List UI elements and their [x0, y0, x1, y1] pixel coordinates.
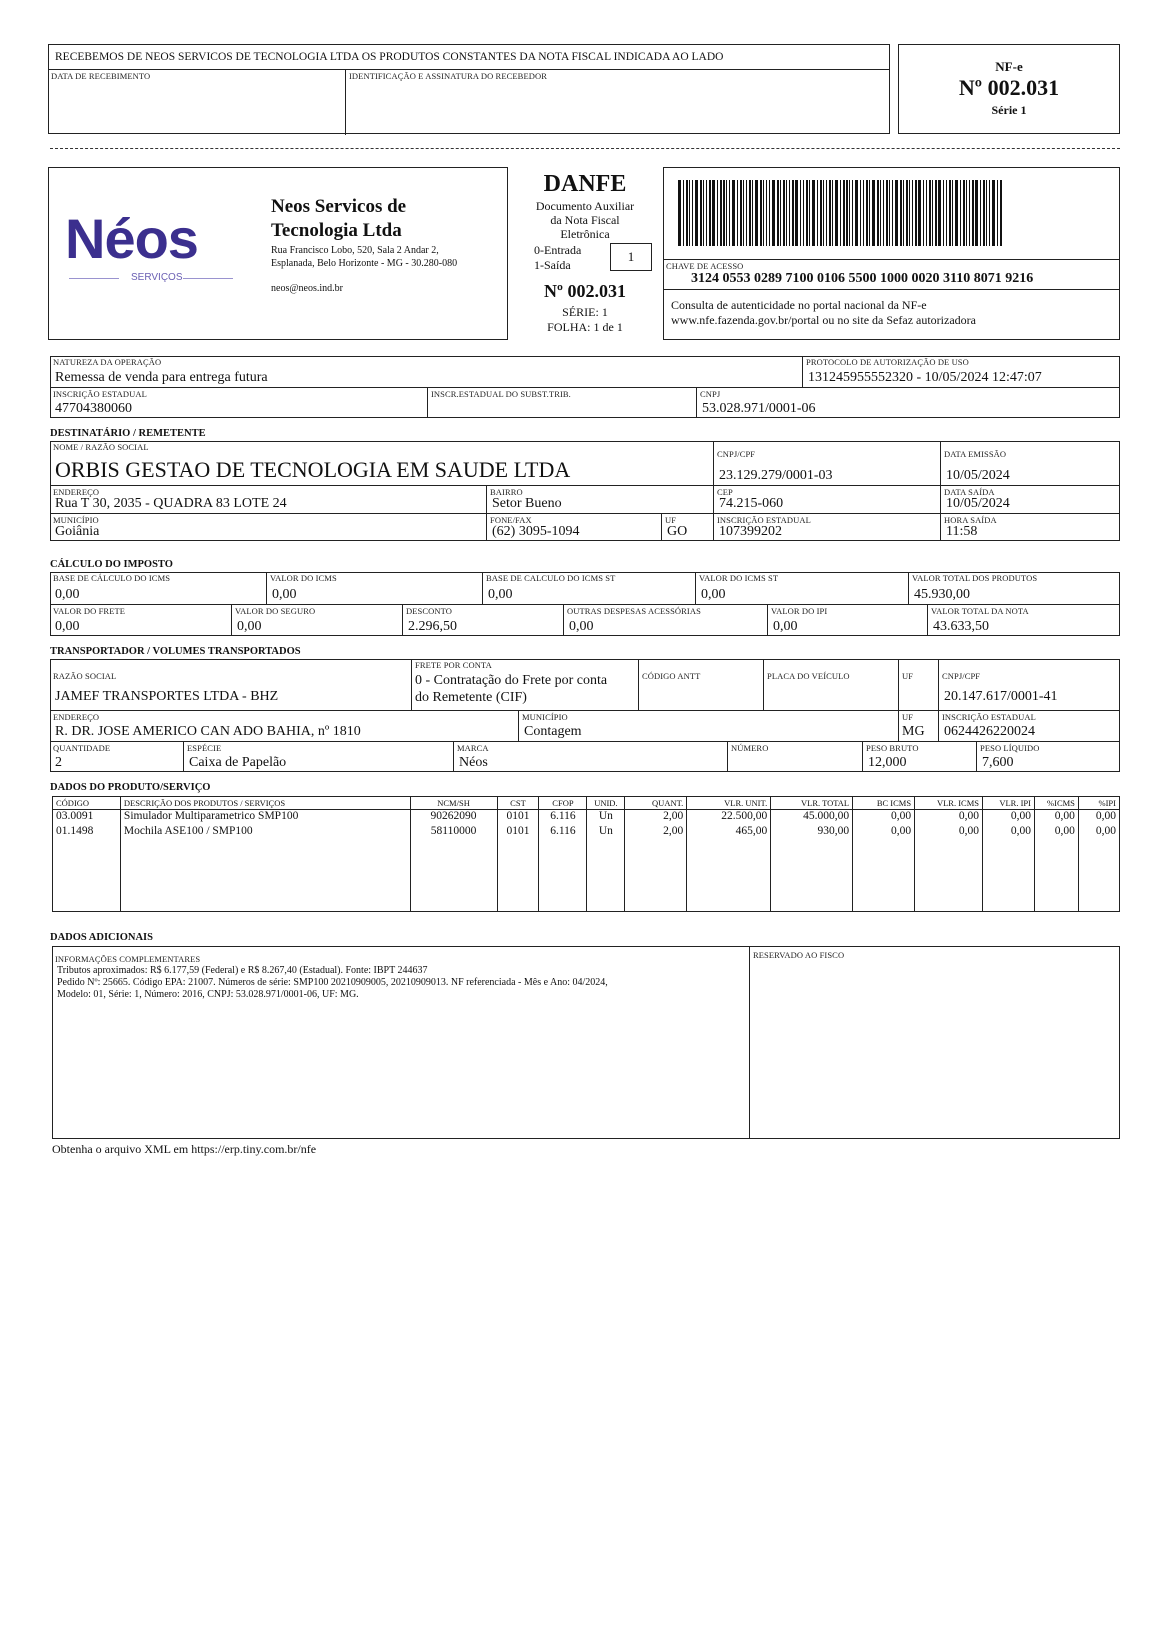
barcode-bar	[712, 180, 715, 246]
barcode-bar	[780, 180, 781, 246]
table-cell: 0,00	[1078, 825, 1119, 840]
barcode-bar	[832, 180, 833, 246]
table-cell: 6.116	[539, 825, 587, 840]
emitente-address-1: Rua Francisco Lobo, 520, Sala 2 Andar 2,	[271, 245, 439, 256]
outras-cell: OUTRAS DESPESAS ACESSÓRIAS 0,00	[563, 604, 767, 636]
table-filler-cell	[587, 840, 625, 912]
table-cell: Un	[587, 825, 625, 840]
barcode-bar	[683, 180, 684, 246]
adicionais-box	[52, 946, 1120, 1139]
dest-cnpj-cell: CNPJ/CPF 23.129.279/0001-03	[713, 441, 940, 485]
barcode-bar	[689, 180, 690, 246]
imposto-box	[50, 572, 1120, 636]
dest-hora: 11:58	[946, 524, 978, 539]
danfe-title: DANFE	[543, 171, 627, 197]
barcode-bar	[789, 180, 790, 246]
barcode-bar	[869, 180, 870, 246]
barcode-bar	[777, 180, 779, 246]
emitente-logo-line-right	[183, 278, 233, 279]
barcode-bar	[883, 180, 884, 246]
table-cell: 03.0091	[53, 810, 121, 825]
produtos-section: DADOS DO PRODUTO/SERVIÇO	[50, 782, 211, 793]
barcode-bar	[880, 180, 881, 246]
dest-cnpj: 23.129.279/0001-03	[719, 468, 833, 483]
table-filler-cell	[771, 840, 853, 912]
dest-ie: 107399202	[719, 524, 782, 539]
table-cell: 0,00	[1034, 810, 1078, 825]
produtos-header: CFOP	[539, 797, 587, 810]
danfe-folha: FOLHA: 1 de 1	[547, 320, 623, 334]
table-cell: 0,00	[853, 810, 915, 825]
transp-ie-cell: INSCRIÇÃO ESTADUAL 0624426220024	[938, 710, 1120, 741]
barcode-bar	[923, 180, 924, 246]
transp-antt-cell: CÓDIGO ANTT	[638, 659, 763, 710]
produtos-header: %ICMS	[1034, 797, 1078, 810]
dest-uf: GO	[667, 524, 688, 539]
transp-municipio-cell: MUNICÍPIO Contagem	[518, 710, 898, 741]
barcode-bar	[872, 180, 875, 246]
produtos-header: %IPI	[1078, 797, 1119, 810]
barcode-bar	[755, 180, 758, 246]
barcode-bar	[820, 180, 822, 246]
table-filler-cell	[539, 840, 587, 912]
frete: 0,00	[55, 619, 80, 634]
outras: 0,00	[569, 619, 594, 634]
barcode-bar	[926, 180, 927, 246]
barcode-bar	[686, 180, 688, 246]
produtos-header: BC ICMS	[853, 797, 915, 810]
info-line-3: Modelo: 01, Série: 1, Número: 2016, CNPJ: 53.028.971/0001-06, UF: MG.	[57, 989, 359, 1000]
transp-qtd-cell: QUANTIDADE 2	[50, 741, 183, 772]
natureza-value: Remessa de venda para entrega futura	[55, 370, 268, 385]
emitente-logo-sub: SERVIÇOS	[131, 272, 183, 283]
table-row	[53, 825, 1120, 840]
barcode-bar	[975, 180, 978, 246]
dest-cep: 74.215-060	[719, 496, 784, 511]
ipi: 0,00	[773, 619, 798, 634]
table-cell: 0,00	[853, 825, 915, 840]
info-line-1: Tributos aproximados: R$ 6.177,59 (Federal) e R$ 8.267,40 (Estadual). Fonte: IBPT 244637	[57, 965, 428, 976]
transp-bruto-cell: PESO BRUTO 12,000	[862, 741, 976, 772]
danfe-block	[520, 167, 650, 340]
consulta-cell	[663, 289, 1120, 340]
barcode-bar	[906, 180, 908, 246]
barcode-bar	[737, 180, 738, 246]
barcode-bar	[952, 180, 953, 246]
barcode-bar	[972, 180, 974, 246]
transp-uf-cell: UF	[898, 659, 938, 710]
transp-cnpj: 20.147.617/0001-41	[944, 689, 1058, 704]
table-cell: 0,00	[1034, 825, 1078, 840]
barcode-bar	[763, 180, 764, 246]
destinatario-section: DESTINATÁRIO / REMETENTE	[50, 428, 206, 439]
barcode-bar	[772, 180, 775, 246]
transp-frete-2: do Remetente (CIF)	[415, 690, 527, 705]
produtos-header: CÓDIGO	[53, 797, 121, 810]
table-cell: 0,00	[915, 825, 983, 840]
dest-emissao-cell: DATA EMISSÃO 10/05/2024	[940, 441, 1120, 485]
transp-razao-cell: RAZÃO SOCIAL JAMEF TRANSPORTES LTDA - BHZ	[53, 671, 279, 704]
transp-bruto: 12,000	[868, 755, 907, 770]
table-filler-cell	[853, 840, 915, 912]
barcode-bar	[792, 180, 794, 246]
danfe-desc-1: Documento Auxiliar	[535, 199, 635, 213]
emitente-email: neos@neos.ind.br	[271, 283, 343, 294]
barcode-bar	[835, 180, 838, 246]
seguro: 0,00	[237, 619, 262, 634]
barcode-bar	[846, 180, 848, 246]
protocolo-cell: PROTOCOLO DE AUTORIZAÇÃO DE USO 131245955552320 - 10/05/2024 12:47:07	[802, 356, 1120, 387]
table-cell: 0,00	[983, 825, 1035, 840]
barcode	[678, 180, 1103, 246]
barcode-bar	[900, 180, 902, 246]
barcode-bar	[678, 180, 681, 246]
barcode-bar	[700, 180, 702, 246]
transp-frete-1: 0 - Contratação do Frete por conta	[415, 673, 608, 688]
transp-uf2-cell: UF MG	[898, 710, 938, 741]
dest-bairro-cell: BAIRRO Setor Bueno	[486, 485, 713, 513]
barcode-bar	[895, 180, 898, 246]
table-filler-cell	[120, 840, 410, 912]
barcode-bar	[729, 180, 730, 246]
table-cell: 58110000	[410, 825, 497, 840]
barcode-bar	[720, 180, 722, 246]
produtos-header: VLR. IPI	[983, 797, 1035, 810]
dest-cep-cell: CEP 74.215-060	[713, 485, 940, 513]
transp-endereco-cell: ENDEREÇO R. DR. JOSE AMERICO CAN ADO BAHIA, nº 1810	[50, 710, 518, 741]
protocolo-value: 131245955552320 - 10/05/2024 12:47:07	[808, 370, 1042, 385]
barcode-bar	[829, 180, 831, 246]
v-st-cell: VALOR DO ICMS ST 0,00	[695, 572, 908, 604]
bc-icms: 0,00	[55, 587, 80, 602]
table-filler-row	[53, 840, 1120, 912]
ie-st-cell: INSCR.ESTADUAL DO SUBST.TRIB.	[427, 387, 696, 418]
produtos-header: QUANT.	[625, 797, 687, 810]
table-cell: 465,00	[687, 825, 771, 840]
table-filler-cell	[687, 840, 771, 912]
emitente-logo-line-left	[69, 278, 119, 279]
transp-municipio: Contagem	[524, 724, 582, 739]
v-prod: 45.930,00	[914, 587, 970, 602]
transp-ie: 0624426220024	[944, 724, 1035, 739]
barcode-bar	[812, 180, 815, 246]
barcode-bar	[932, 180, 933, 246]
table-cell: 0,00	[1078, 810, 1119, 825]
danfe-saida: 1-Saída	[534, 258, 571, 272]
danfe-desc-2: da Nota Fiscal	[550, 213, 620, 227]
barcode-bar	[886, 180, 888, 246]
barcode-bar	[892, 180, 893, 246]
canhoto-text: RECEBEMOS DE NEOS SERVICOS DE TECNOLOGIA LTDA OS PRODUTOS CONSTANTES DA NOTA FISCAL INDICADA AO LADO	[55, 51, 724, 63]
v-nota-cell: VALOR TOTAL DA NOTA 43.633,50	[927, 604, 1120, 636]
barcode-bar	[989, 180, 990, 246]
barcode-bar	[949, 180, 951, 246]
table-cell: 2,00	[625, 825, 687, 840]
v-nota: 43.633,50	[933, 619, 989, 634]
canhoto-serie: Série 1	[991, 103, 1027, 117]
transp-marca-cell: MARCA Néos	[453, 741, 727, 772]
produtos-header: DESCRIÇÃO DOS PRODUTOS / SERVIÇOS	[120, 797, 410, 810]
barcode-bar	[943, 180, 944, 246]
ie-value: 47704380060	[55, 401, 132, 416]
frete-cell: VALOR DO FRETE 0,00	[50, 604, 231, 636]
transp-uf2: MG	[902, 724, 925, 739]
produtos-header: UNID.	[587, 797, 625, 810]
cut-line	[50, 148, 1120, 149]
barcode-bar	[817, 180, 818, 246]
barcode-bar	[960, 180, 961, 246]
barcode-bar	[723, 180, 725, 246]
barcode-bar	[852, 180, 853, 246]
chave-cell: CHAVE DE ACESSO 3124 0553 0289 7100 0106 5500 1000 0020 3110 8071 9216	[663, 259, 1120, 289]
barcode-bar	[709, 180, 711, 246]
table-filler-cell	[497, 840, 539, 912]
transp-endereco: R. DR. JOSE AMERICO CAN ADO BAHIA, nº 1810	[55, 724, 361, 739]
produtos-table	[52, 796, 1120, 912]
barcode-bar	[915, 180, 917, 246]
transp-especie: Caixa de Papelão	[189, 755, 287, 770]
barcode-bar	[806, 180, 808, 246]
barcode-bar	[955, 180, 958, 246]
consulta-line-2: www.nfe.fazenda.gov.br/portal ou no site da Sefaz autorizadora	[671, 313, 976, 327]
table-filler-cell	[1078, 840, 1119, 912]
adicionais-section: DADOS ADICIONAIS	[50, 932, 153, 943]
desconto: 2.296,50	[408, 619, 457, 634]
table-filler-cell	[915, 840, 983, 912]
barcode-bar	[946, 180, 947, 246]
dest-saida: 10/05/2024	[946, 496, 1010, 511]
barcode-bar	[760, 180, 762, 246]
emitente-name-2: Tecnologia Ltda	[271, 220, 402, 241]
table-cell: 0,00	[915, 810, 983, 825]
produtos-header: CST	[497, 797, 539, 810]
table-cell: 2,00	[625, 810, 687, 825]
produtos-header: VLR. UNIT.	[687, 797, 771, 810]
barcode-bar	[823, 180, 824, 246]
seguro-cell: VALOR DO SEGURO 0,00	[231, 604, 402, 636]
footer-xml: Obtenha o arquivo XML em https://erp.tiny.com.br/nfe	[52, 1142, 317, 1156]
barcode-bar	[980, 180, 981, 246]
dest-uf-cell: UF GO	[661, 513, 713, 541]
barcode-bar	[717, 180, 718, 246]
barcode-bar	[997, 180, 998, 246]
transp-cnpj-cell: CNPJ/CPF 20.147.617/0001-41	[938, 659, 1120, 710]
barcode-bar	[918, 180, 921, 246]
fisco-cell: RESERVADO AO FISCO	[749, 946, 1120, 1139]
imposto-section: CÁLCULO DO IMPOSTO	[50, 559, 173, 570]
barcode-bar	[800, 180, 801, 246]
bc-st: 0,00	[488, 587, 513, 602]
transp-frete-cell: FRETE POR CONTA 0 - Contratação do Frete por conta do Remetente (CIF)	[411, 659, 638, 710]
desconto-cell: DESCONTO 2.296,50	[402, 604, 563, 636]
dest-nome-cell: NOME / RAZÃO SOCIAL ORBIS GESTAO DE TECNOLOGIA EM SAUDE LTDA	[53, 442, 571, 482]
table-cell: Simulador Multiparametrico SMP100	[120, 810, 410, 825]
transporte-box	[50, 659, 1120, 772]
barcode-bar	[909, 180, 910, 246]
barcode-bar	[986, 180, 987, 246]
produtos-header: VLR. TOTAL	[771, 797, 853, 810]
barcode-bar	[929, 180, 931, 246]
barcode-bar	[826, 180, 827, 246]
barcode-bar	[935, 180, 937, 246]
barcode-bar	[1000, 180, 1002, 246]
barcode-bar	[743, 180, 744, 246]
transp-placa-cell: PLACA DO VEÍCULO	[763, 659, 898, 710]
bc-st-cell: BASE DE CALCULO DO ICMS ST 0,00	[482, 572, 695, 604]
table-cell: 45.000,00	[771, 810, 853, 825]
table-cell: 930,00	[771, 825, 853, 840]
info-cell: INFORMAÇÕES COMPLEMENTARES Tributos aproximados: R$ 6.177,59 (Federal) e R$ 8.267,40 (Estadual). Fonte: IBPT 244637 Pedido Nº: 25665. Código EPA: 21007. Números de série: SMP100 20210909005, 20210909013. NF referenciada - Mês e Ano: 04/2024, Modelo: 01, Série: 1, Número: 2016, CNPJ: 53.028.971/0001-06, UF: MG.	[55, 954, 608, 1000]
danfe-desc-3: Eletrônica	[560, 227, 610, 241]
barcode-bar	[769, 180, 770, 246]
danfe-entrada: 0-Entrada	[534, 243, 582, 257]
table-cell: 90262090	[410, 810, 497, 825]
consulta-line-1: Consulta de autenticidade no portal nacional da NF-e	[671, 298, 927, 312]
v-icms-cell: VALOR DO ICMS 0,00	[266, 572, 482, 604]
transp-especie-cell: ESPÉCIE Caixa de Papelão	[183, 741, 453, 772]
ipi-cell: VALOR DO IPI 0,00	[767, 604, 927, 636]
barcode-bar	[966, 180, 967, 246]
transporte-section: TRANSPORTADOR / VOLUMES TRANSPORTADOS	[50, 646, 301, 657]
bc-icms-cell: BASE DE CÁLCULO DO ICMS 0,00	[53, 573, 171, 602]
barcode-bar	[740, 180, 742, 246]
emitente-box	[48, 167, 508, 340]
transp-liquido-cell: PESO LÍQUIDO 7,600	[976, 741, 1120, 772]
table-filler-cell	[410, 840, 497, 912]
ie-cell: INSCRIÇÃO ESTADUAL 47704380060	[50, 387, 427, 418]
dest-endereco: Rua T 30, 2035 - QUADRA 83 LOTE 24	[55, 496, 287, 511]
table-cell: 01.1498	[53, 825, 121, 840]
dest-endereco-cell: ENDEREÇO Rua T 30, 2035 - QUADRA 83 LOTE 24	[50, 485, 486, 513]
canhoto-numero: Nº 002.031	[958, 75, 1060, 100]
danfe-numero: Nº 002.031	[544, 281, 626, 301]
canhoto-box	[48, 44, 890, 134]
danfe-tipo-box: 1	[610, 243, 652, 271]
barcode-bar	[786, 180, 787, 246]
canhoto-data-recebimento: DATA DE RECEBIMENTO	[48, 69, 345, 135]
produtos-header: NCM/SH	[410, 797, 497, 810]
barcode-bar	[963, 180, 965, 246]
table-cell: 0101	[497, 810, 539, 825]
table-cell: 0101	[497, 825, 539, 840]
barcode-bar	[732, 180, 735, 246]
barcode-bar	[889, 180, 890, 246]
dest-fone: (62) 3095-1094	[492, 524, 580, 539]
dest-nome: ORBIS GESTAO DE TECNOLOGIA EM SAUDE LTDA	[55, 457, 571, 482]
destinatario-box	[50, 441, 1120, 541]
dest-municipio-cell: MUNICÍPIO Goiânia	[50, 513, 486, 541]
dest-fone-cell: FONE/FAX (62) 3095-1094	[486, 513, 661, 541]
barcode-bar	[969, 180, 970, 246]
barcode-bar	[938, 180, 941, 246]
dest-bairro: Setor Bueno	[492, 496, 562, 511]
dest-municipio: Goiânia	[55, 524, 100, 539]
barcode-bar	[912, 180, 913, 246]
table-cell: 6.116	[539, 810, 587, 825]
cnpj-cell: CNPJ 53.028.971/0001-06	[696, 387, 1120, 418]
barcode-bar	[726, 180, 727, 246]
v-st: 0,00	[701, 587, 726, 602]
table-cell: Un	[587, 810, 625, 825]
dest-hora-cell: HORA SAÍDA 11:58	[940, 513, 1120, 541]
v-icms: 0,00	[272, 587, 297, 602]
barcode-bar	[795, 180, 798, 246]
barcode-bar	[983, 180, 985, 246]
barcode-bar	[903, 180, 904, 246]
table-cell: Mochila ASE100 / SMP100	[120, 825, 410, 840]
chave-value: 3124 0553 0289 7100 0106 5500 1000 0020 3110 8071 9216	[691, 271, 1034, 286]
barcode-bar	[992, 180, 995, 246]
table-cell: 22.500,00	[687, 810, 771, 825]
table-row	[53, 810, 1120, 825]
canhoto-identificacao: IDENTIFICAÇÃO E ASSINATURA DO RECEBEDOR	[345, 69, 889, 135]
danfe-serie: SÉRIE: 1	[562, 305, 608, 319]
info-line-2: Pedido Nº: 25665. Código EPA: 21007. Números de série: SMP100 20210909005, 20210909013. NF referenciada - Mês e Ano: 04/2024,	[57, 977, 608, 988]
cnpj-value: 53.028.971/0001-06	[702, 401, 816, 416]
barcode-bar	[866, 180, 868, 246]
dest-emissao: 10/05/2024	[946, 468, 1010, 483]
barcode-bar	[809, 180, 810, 246]
barcode-bar	[855, 180, 858, 246]
barcode-bar	[860, 180, 861, 246]
transp-razao: JAMEF TRANSPORTES LTDA - BHZ	[55, 689, 279, 704]
barcode-bar	[746, 180, 747, 246]
chave-box	[663, 167, 1120, 340]
table-filler-cell	[983, 840, 1035, 912]
emitente-name-1: Neos Servicos de	[271, 196, 407, 217]
dest-saida-cell: DATA SAÍDA 10/05/2024	[940, 485, 1120, 513]
barcode-bar	[692, 180, 693, 246]
canhoto-nfe-label: NF-e	[995, 59, 1023, 74]
canhoto-nfe-box	[898, 44, 1120, 134]
barcode-bar	[849, 180, 850, 246]
barcode-bar	[843, 180, 845, 246]
barcode-bar	[695, 180, 698, 246]
barcode-bar	[749, 180, 751, 246]
barcode-bar	[706, 180, 707, 246]
barcode-bar	[840, 180, 841, 246]
transp-qtd: 2	[55, 755, 62, 770]
produtos-header: VLR. ICMS	[915, 797, 983, 810]
operacao-box	[50, 356, 1120, 418]
transp-liquido: 7,600	[982, 755, 1014, 770]
barcode-bar	[766, 180, 767, 246]
table-filler-cell	[1034, 840, 1078, 912]
table-cell: 0,00	[983, 810, 1035, 825]
barcode-bar	[863, 180, 864, 246]
table-filler-cell	[625, 840, 687, 912]
transp-marca: Néos	[459, 755, 488, 770]
v-prod-cell: VALOR TOTAL DOS PRODUTOS 45.930,00	[908, 572, 1120, 604]
table-filler-cell	[53, 840, 121, 912]
barcode-bar	[703, 180, 704, 246]
emitente-address-2: Esplanada, Belo Horizonte - MG - 30.280-080	[271, 258, 458, 269]
barcode-bar	[783, 180, 785, 246]
dest-ie-cell: INSCRIÇÃO ESTADUAL 107399202	[713, 513, 940, 541]
barcode-bar	[877, 180, 879, 246]
barcode-bar	[803, 180, 804, 246]
barcode-bar	[752, 180, 753, 246]
emitente-logo: Néos	[65, 207, 198, 270]
transp-numero-cell: NÚMERO	[727, 741, 862, 772]
natureza-cell: NATUREZA DA OPERAÇÃO Remessa de venda para entrega futura	[53, 357, 268, 385]
